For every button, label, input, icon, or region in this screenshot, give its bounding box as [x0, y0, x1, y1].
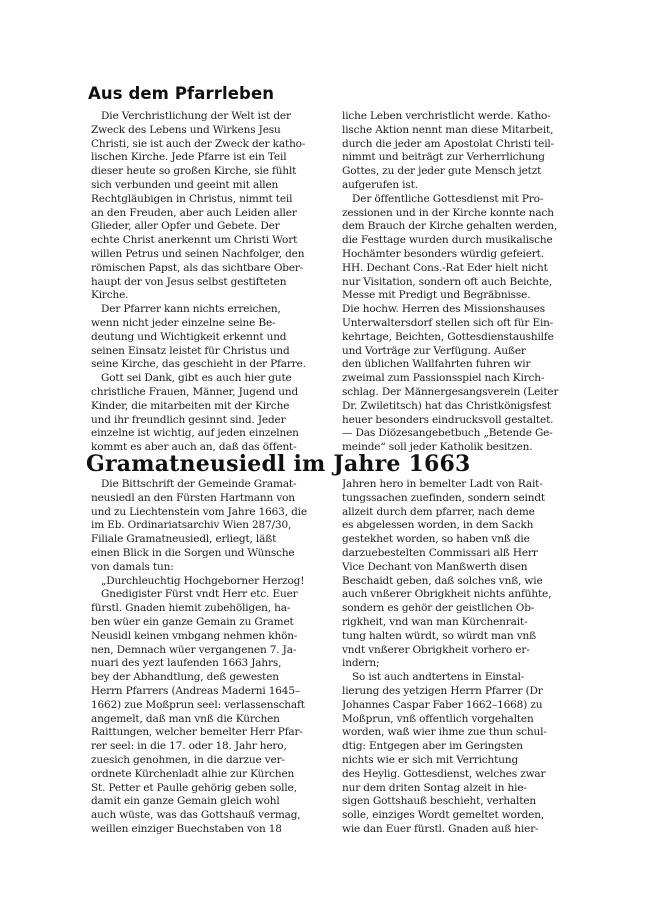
text-line: worden, waß wier ihme zue thun schul-	[342, 726, 547, 739]
text-line: Gott sei Dank, gibt es auch hier gute	[101, 372, 292, 385]
text-line: auch vnßerer Obrigkheit nichts anfühte,	[342, 588, 552, 601]
text-line: nen, Demnach wüer vergangenen 7. Ja-	[91, 643, 297, 656]
text-line: Kinder, die mitarbeiten mit der Kirche	[91, 399, 290, 412]
text-line: schlag. Der Männergesangsverein (Leiter	[342, 385, 559, 398]
text-line: zessionen und in der Kirche konnte nach	[342, 206, 554, 219]
text-line: lischen Kirche. Jede Pfarre ist ein Teil	[91, 151, 287, 164]
text-line: den üblichen Wallfahrten fuhren wir	[342, 358, 531, 371]
text-line: allzeit durch dem pfarrer, nach deme	[342, 505, 535, 518]
text-line: nuari des yezt laufenden 1663 Jahrs,	[91, 657, 282, 670]
text-line: nur Visitation, sondern oft auch Beichte,	[342, 275, 553, 288]
text-line: nur dem driten Sontag alzeit in hie-	[342, 781, 527, 794]
section-heading-pfarrleben: Aus dem Pfarrleben	[88, 84, 275, 103]
text-line: zuesich genohmen, in die darzue ver-	[91, 753, 285, 766]
text-line: dem Brauch der Kirche gehalten werden,	[342, 220, 558, 233]
text-line: Jahren hero in bemelter Ladt von Rait-	[342, 478, 543, 490]
text-line: ordnete Kürchenladt alhie zur Kürchen	[91, 767, 295, 780]
text-line: ben wüer ein ganze Gemain zu Gramet	[91, 615, 294, 628]
text-line: und Vorträge zur Verfügung. Außer	[342, 344, 526, 357]
text-line: zweimal zum Passionsspiel nach Kirch-	[342, 372, 545, 385]
pfarrleben-column-left	[91, 110, 331, 455]
text-line: angemelt, daß man vnß die Kürchen	[91, 712, 280, 725]
text-line: Unterwaltersdorf stellen sich oft für Ein-	[342, 316, 554, 329]
text-line: es abgelessen worden, in dem Sackh	[342, 519, 534, 532]
text-line: fürstl. Gnaden hiemit zubehöligen, ha-	[91, 602, 291, 615]
text-line: willen Petrus und seinen Nachfolger, den	[91, 247, 305, 260]
text-line: Neusidl keinen vmbgang nehmen khön-	[91, 629, 298, 642]
text-line: 1662) zue Moßprun seel: verlassenschaft	[91, 698, 305, 711]
text-line: Rechtgläubigen in Christus, nimmt teil	[91, 192, 293, 205]
text-line: sich verbunden und geeint mit allen	[91, 178, 279, 191]
text-line: echte Christ anerkennt um Christi Wort	[91, 234, 298, 247]
text-line: einzelne ist wichtig, auf jeden einzelnen	[91, 427, 299, 440]
text-line: — Das Diözesangebetbuch „Betende Ge-	[342, 427, 553, 440]
text-line: seine Kirche, das geschieht in der Pfarre.	[91, 358, 306, 371]
text-line: dieser heute so großen Kirche, sie fühlt	[91, 165, 297, 178]
text-line: Raittungen, welcher bemelter Herr Pfar-	[91, 726, 303, 739]
text-line: weillen einziger Buechstaben von 18	[91, 822, 282, 835]
text-line: damit ein ganze Gemain gleich wohl	[91, 795, 280, 808]
text-line: Zweck des Lebens und Wirkens Jesu	[91, 123, 281, 136]
text-line: darzuebestelten Commissari alß Herr	[342, 546, 538, 559]
text-line: gestekhet worden, so haben vnß die	[342, 533, 530, 546]
text-line: dtig: Entgegen aber im Geringsten	[342, 740, 523, 753]
text-line: und zu Liechtenstein vom Jahre 1663, die	[91, 505, 307, 518]
text-line: Hochämter besonders würdig gefeiert.	[342, 247, 544, 260]
text-line: einen Blick in die Sorgen und Wünsche	[91, 546, 295, 559]
text-line: kehrtage, Beichten, Gottesdienstaushilfe	[342, 330, 554, 343]
text-line: lische Aktion nennt man diese Mitarbeit,	[342, 123, 554, 136]
text-line: durch die jeder am Apostolat Christi teil-	[342, 137, 555, 150]
text-line: Dr. Zwiletitsch) hat das Christkönigsfest	[342, 399, 551, 412]
text-line: St. Petter et Paulle gehörig geben solle,	[91, 781, 297, 794]
text-line: Moßprun, vnß offentlich vorgehalten	[342, 712, 534, 725]
text-line: bey der Abhandtlung, deß gewesten	[91, 671, 279, 684]
text-line: die Festtage wurden durch musikalische	[342, 234, 553, 247]
text-line: neusiedl an den Fürsten Hartmann von	[91, 491, 295, 504]
text-line: tungssachen zuefinden, sondern seindt	[342, 491, 545, 504]
text-line: wenn nicht jeder einzelne seine Be-	[91, 316, 276, 329]
text-line: lierung des yetzigen Herrn Pfarrer (Dr	[342, 684, 543, 697]
gramatneusiedl-column-left	[91, 478, 331, 837]
text-line: vndt vnßerer Obrigkheit vorhero er-	[342, 643, 530, 656]
text-line: liche Leben verchristlicht werde. Katho-	[342, 110, 551, 122]
text-line: „Durchleuchtig Hochgeborner Herzog!	[101, 574, 305, 587]
text-line: nimmt und beiträgt zur Verherrlichung	[342, 151, 545, 164]
text-line: des Heylig. Gottesdienst, welches zwar	[342, 767, 546, 780]
text-line: auch wüste, was das Gottshauß vermag,	[91, 809, 301, 822]
text-line: Der Pfarrer kann nichts erreichen,	[101, 303, 281, 316]
text-line: indern;	[342, 657, 380, 670]
text-line: Der öffentliche Gottesdienst mit Pro-	[352, 192, 544, 205]
text-line: nichts wie er sich mit Verrichtung	[342, 753, 519, 766]
text-line: So ist auch andtertens in Einstal-	[352, 671, 525, 684]
text-line: HH. Dechant Cons.-Rat Eder hielt nicht	[342, 261, 548, 274]
text-line: haupt der von Jesus selbst gestifteten	[91, 275, 287, 288]
text-line: Filiale Gramatneusiedl, erliegt, läßt	[91, 533, 277, 546]
text-line: christliche Frauen, Männer, Jugend und	[91, 385, 299, 398]
text-line: Kirche.	[91, 289, 129, 302]
text-line: seinen Einsatz leistet für Christus und	[91, 344, 290, 357]
text-line: rigkheit, vnd wan man Kürchenrait-	[342, 615, 528, 628]
text-line: Beschaidt geben, daß solches vnß, wie	[342, 574, 543, 587]
text-line: Vice Dechant von Manßwerth disen	[342, 560, 528, 573]
text-line: Gnedigister Fürst vndt Herr etc. Euer	[101, 588, 298, 601]
text-line: deutung und Wichtigkeit erkennt und	[91, 330, 287, 343]
text-line: römischen Papst, als das sichtbare Ober-	[91, 261, 304, 274]
text-line: Messe mit Predigt und Begräbnisse.	[342, 289, 531, 302]
text-line: Die hochw. Herren des Missionshauses	[342, 303, 545, 316]
text-line: Die Verchristlichung der Welt ist der	[101, 110, 291, 122]
pfarrleben-column-right	[342, 110, 582, 455]
text-line: heuer besonders eindrucksvoll gestaltet.	[342, 413, 554, 426]
text-line: kommt es aber auch an, daß das öffent-	[91, 441, 297, 454]
text-line: Christi, sie ist auch der Zweck der katho-	[91, 137, 306, 150]
text-line: und ihr freundlich gesinnt sind. Jeder	[91, 413, 286, 426]
text-line: aufgerufen ist.	[342, 178, 418, 191]
text-line: wie dan Euer fürstl. Gnaden auß hier-	[342, 822, 539, 835]
text-line: sondern es gehör der geistlichen Ob-	[342, 602, 535, 615]
text-line: Die Bittschrift der Gemeinde Gramat-	[101, 478, 297, 490]
text-line: Gottes, zu der jeder gute Mensch jetzt	[342, 165, 542, 178]
text-line: im Eb. Ordinariatsarchiv Wien 287/30,	[91, 519, 292, 532]
text-line: Johannes Caspar Faber 1662–1668) zu	[342, 698, 543, 711]
text-line: rer seel: in die 17. oder 18. Jahr hero,	[91, 740, 287, 753]
text-line: an den Freuden, aber auch Leiden aller	[91, 206, 297, 219]
text-line: von damals tun:	[91, 560, 174, 573]
text-line: solle, einziges Wordt gemeltet worden,	[342, 809, 545, 822]
section-heading-gramatneusiedl: Gramatneusiedl im Jahre 1663	[86, 451, 471, 477]
text-line: meinde“ soll jeder Katholik besitzen.	[342, 441, 533, 454]
text-line: Glieder, aller Opfer und Gebete. Der	[91, 220, 280, 233]
gramatneusiedl-column-right	[342, 478, 582, 837]
text-line: Herrn Pfarrers (Andreas Maderni 1645–	[91, 684, 300, 697]
text-line: tung halten würdt, so würdt man vnß	[342, 629, 536, 642]
text-line: sigen Gottshauß beschieht, verhalten	[342, 795, 536, 808]
